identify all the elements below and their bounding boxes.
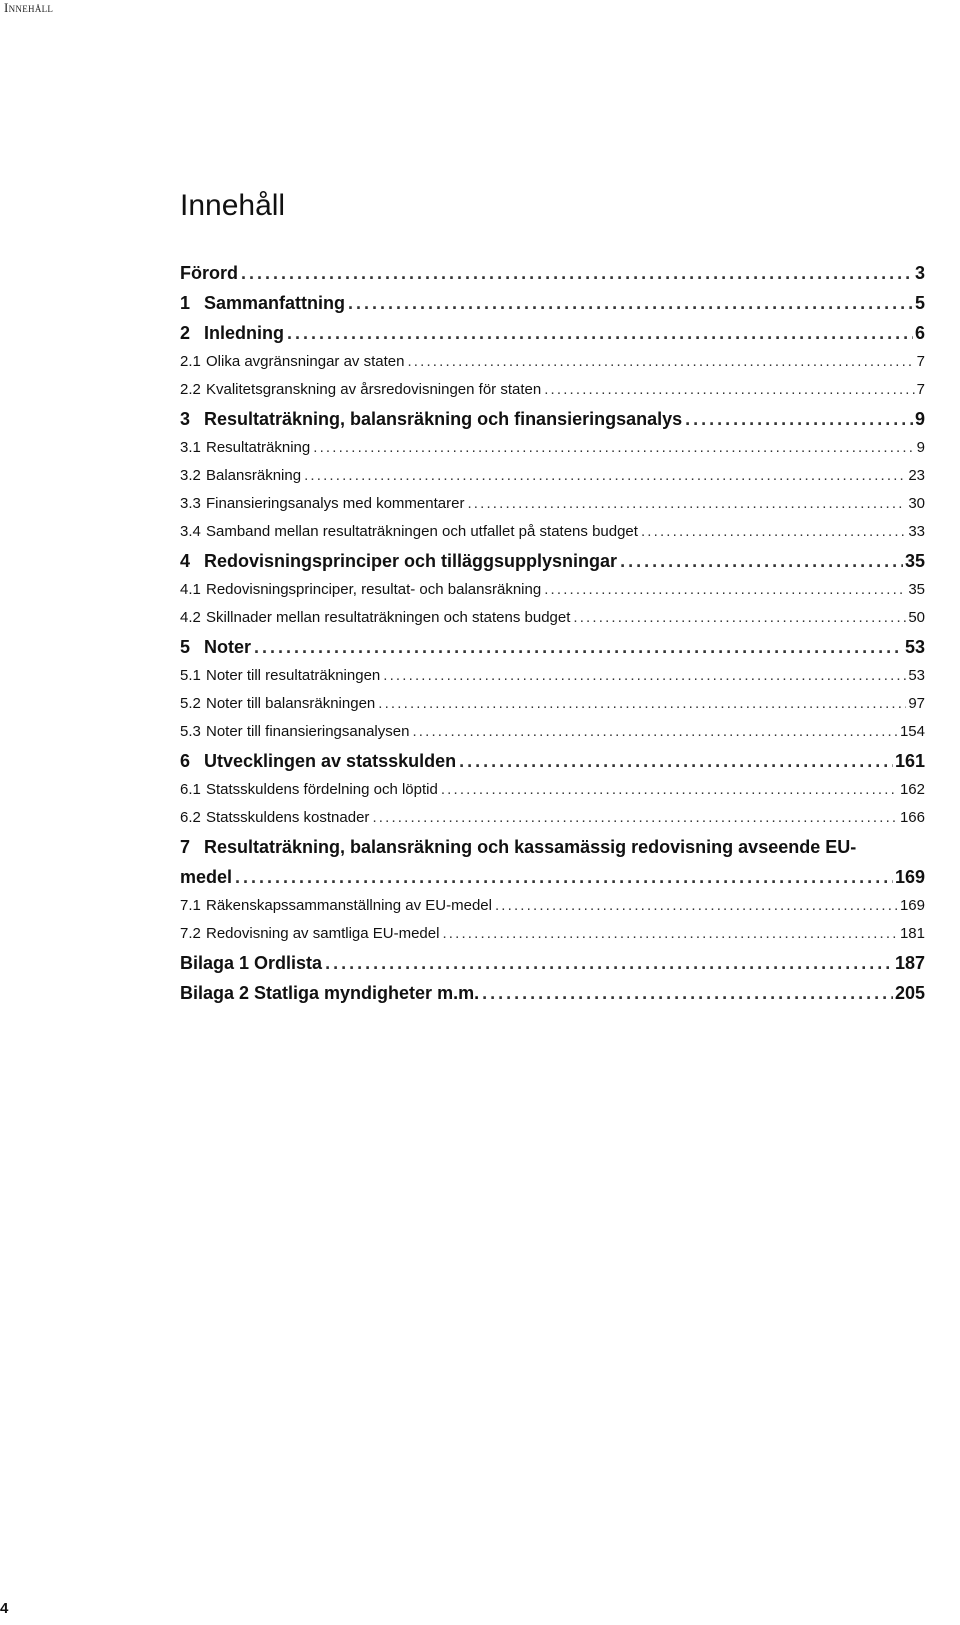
toc-entry-number: 5.2 — [180, 695, 201, 712]
toc-entry-number: 5 — [180, 637, 191, 657]
toc-entry-text: Bilaga 1 Ordlista — [180, 953, 323, 973]
toc-entry-5-2[interactable] — [180, 690, 925, 718]
toc-entry-number: 2 — [180, 323, 191, 343]
toc-entry-text: Noter till finansieringsanalysen — [206, 723, 410, 740]
dot-leader — [544, 576, 906, 604]
toc-entry-text: Redovisningsprinciper, resultat- och balansräkning — [206, 581, 542, 598]
toc-entry-number: 7.1 — [180, 897, 201, 914]
toc-entry-text: Noter — [204, 637, 252, 657]
toc-entry-number: 3.3 — [180, 495, 201, 512]
toc-entry-text: Bilaga 2 Statliga myndigheter m.m. — [180, 983, 480, 1003]
toc-entry-bilaga-2[interactable] — [180, 978, 925, 1008]
toc-entry-page: 50 — [908, 609, 925, 626]
toc-entry-number: 6.2 — [180, 809, 201, 826]
toc-entry-number: 3.4 — [180, 523, 201, 540]
toc-entry-text: Utvecklingen av statsskulden — [204, 751, 457, 771]
toc-entry-text: Räkenskapssammanställning av EU-medel — [206, 897, 492, 914]
dot-leader — [641, 518, 906, 546]
toc-entry-3-4[interactable] — [180, 518, 925, 546]
toc-entry-6[interactable] — [180, 746, 925, 776]
toc-entry-text: Redovisningsprinciper och tilläggsupplysningar — [204, 551, 618, 571]
table-of-contents — [180, 258, 925, 1008]
dot-leader — [407, 348, 914, 376]
toc-entry-number: 3.1 — [180, 439, 201, 456]
toc-entry-3-1[interactable] — [180, 434, 925, 462]
toc-entry-page: 97 — [908, 695, 925, 712]
dot-leader — [441, 776, 898, 804]
toc-entry-6-1[interactable] — [180, 776, 925, 804]
toc-entry-page: 23 — [908, 467, 925, 484]
toc-entry-page: 35 — [908, 581, 925, 598]
toc-entry-page: 35 — [904, 551, 925, 571]
toc-entry-number: 2.2 — [180, 381, 201, 398]
toc-entry-text: Förord — [180, 263, 238, 283]
toc-entry-page: 30 — [908, 495, 925, 512]
toc-entry-text: Noter till resultaträkningen — [206, 667, 381, 684]
toc-entry-page: 7 — [916, 353, 925, 370]
toc-entry-text: Noter till balansräkningen — [206, 695, 376, 712]
dot-leader — [372, 804, 898, 832]
toc-entry-page: 162 — [899, 781, 925, 798]
toc-entry-text: Resultaträkning, balansräkning och kassamässig redovisning avseende EU- — [204, 837, 857, 857]
toc-entry-2-1[interactable] — [180, 348, 925, 376]
dot-leader — [235, 862, 893, 892]
toc-entry-text: Finansieringsanalys med kommentarer — [206, 495, 465, 512]
toc-entry-page: 7 — [916, 381, 925, 398]
toc-entry-page: 161 — [894, 751, 925, 771]
toc-entry-1[interactable] — [180, 288, 925, 318]
toc-entry-number: 7.2 — [180, 925, 201, 942]
dot-leader — [241, 258, 913, 288]
dot-leader — [287, 318, 913, 348]
toc-entry-page: 53 — [908, 667, 925, 684]
toc-entry-text: Balansräkning — [206, 467, 302, 484]
toc-entry-text: Inledning — [204, 323, 284, 343]
toc-entry-number: 2.1 — [180, 353, 201, 370]
toc-entry-page: 6 — [914, 323, 925, 343]
dot-leader — [313, 434, 914, 462]
dot-leader — [482, 978, 893, 1008]
toc-entry-text: Samband mellan resultaträkningen och utfallet på statens budget — [206, 523, 638, 540]
toc-entry-7-1[interactable] — [180, 892, 925, 920]
toc-entry-2-2[interactable] — [180, 376, 925, 404]
toc-entry-5[interactable] — [180, 632, 925, 662]
dot-leader — [378, 690, 906, 718]
toc-entry-forord[interactable] — [180, 258, 925, 288]
dot-leader — [685, 404, 913, 434]
toc-entry-number: 3 — [180, 409, 191, 429]
toc-entry-number: 5.3 — [180, 723, 201, 740]
toc-entry-text: Resultaträkning — [206, 439, 311, 456]
toc-entry-5-3[interactable] — [180, 718, 925, 746]
dot-leader — [544, 376, 914, 404]
toc-entry-number: 4 — [180, 551, 191, 571]
dot-leader — [383, 662, 906, 690]
toc-entry-page: 181 — [899, 925, 925, 942]
toc-entry-page: 3 — [914, 263, 925, 283]
dot-leader — [254, 632, 903, 662]
toc-entry-text: Kvalitetsgranskning av årsredovisningen för staten — [206, 381, 542, 398]
toc-entry-text: Olika avgränsningar av staten — [206, 353, 405, 370]
toc-entry-4-1[interactable] — [180, 576, 925, 604]
toc-entry-page: 53 — [904, 637, 925, 657]
dot-leader — [325, 948, 893, 978]
toc-title: Innehåll — [180, 189, 286, 222]
toc-entry-page: 9 — [914, 409, 925, 429]
toc-entry-text: Redovisning av samtliga EU-medel — [206, 925, 440, 942]
toc-entry-4[interactable] — [180, 546, 925, 576]
dot-leader — [412, 718, 898, 746]
dot-leader — [304, 462, 906, 490]
toc-entry-text: Sammanfattning — [204, 293, 346, 313]
toc-entry-5-1[interactable] — [180, 662, 925, 690]
running-head: Innehåll — [4, 0, 54, 15]
toc-entry-page: 169 — [894, 867, 925, 887]
toc-entry-number: 7 — [180, 837, 191, 857]
dot-leader — [573, 604, 906, 632]
dot-leader — [495, 892, 898, 920]
toc-entry-3[interactable] — [180, 404, 925, 434]
toc-entry-3-3[interactable] — [180, 490, 925, 518]
toc-entry-number: 1 — [180, 293, 191, 313]
toc-entry-number: 4.1 — [180, 581, 201, 598]
toc-entry-text: Resultaträkning, balansräkning och finansieringsanalys — [204, 409, 683, 429]
toc-entry-page: 166 — [899, 809, 925, 826]
toc-entry-7[interactable] — [180, 832, 925, 862]
toc-entry-number: 6.1 — [180, 781, 201, 798]
dot-leader — [459, 746, 893, 776]
toc-entry-page: 205 — [894, 983, 925, 1003]
toc-entry-number: 6 — [180, 751, 191, 771]
toc-entry-text-continuation: medel — [180, 867, 233, 887]
toc-entry-page: 187 — [894, 953, 925, 973]
dot-leader — [467, 490, 906, 518]
toc-entry-4-2[interactable] — [180, 604, 925, 632]
toc-entry-3-2[interactable] — [180, 462, 925, 490]
toc-entry-number: 4.2 — [180, 609, 201, 626]
toc-entry-page: 9 — [916, 439, 925, 456]
toc-entry-text: Skillnader mellan resultaträkningen och statens budget — [206, 609, 571, 626]
toc-entry-2[interactable] — [180, 318, 925, 348]
toc-entry-number: 3.2 — [180, 467, 201, 484]
toc-entry-text: Statsskuldens fördelning och löptid — [206, 781, 438, 798]
dot-leader — [442, 920, 898, 948]
toc-entry-page: 154 — [899, 723, 925, 740]
toc-entry-number: 5.1 — [180, 667, 201, 684]
toc-entry-page: 169 — [899, 897, 925, 914]
toc-entry-page: 5 — [914, 293, 925, 313]
dot-leader — [620, 546, 903, 576]
toc-entry-bilaga-1[interactable] — [180, 948, 925, 978]
toc-entry-page: 33 — [908, 523, 925, 540]
toc-entry-7-2[interactable] — [180, 920, 925, 948]
toc-entry-7-continuation[interactable] — [180, 862, 925, 892]
page-number: 4 — [0, 1600, 9, 1617]
toc-entry-6-2[interactable] — [180, 804, 925, 832]
toc-entry-text: Statsskuldens kostnader — [206, 809, 370, 826]
dot-leader — [348, 288, 913, 318]
